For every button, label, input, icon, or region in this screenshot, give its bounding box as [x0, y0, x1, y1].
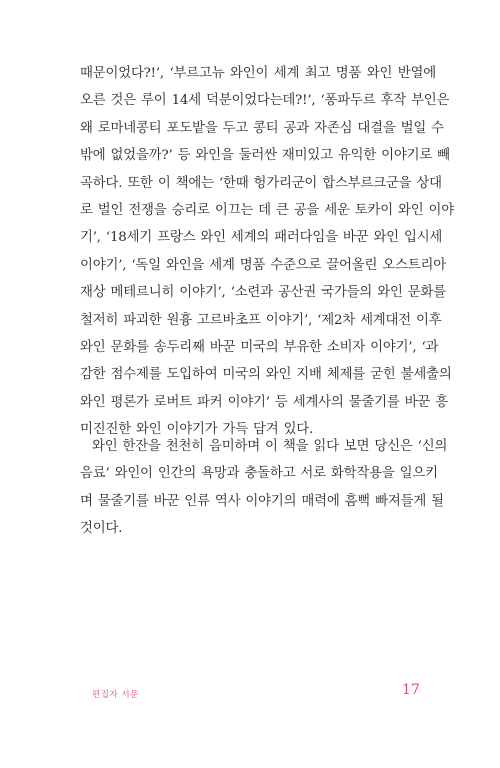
- paragraph-line: 기’, ‘18세기 프랑스 와인 세계의 패러다임을 바꾼 와인 입시세: [80, 230, 443, 246]
- paragraph-line: 와인 문화를 송두리째 바꾼 미국의 부유한 소비자 이야기’, ‘과: [80, 339, 439, 355]
- paragraph-line: 며 물줄기를 바꾼 인류 역사 이야기의 매력에 흠뻑 빠져들게 될: [80, 493, 444, 509]
- paragraph-line: 이야기’, ‘독일 와인을 세계 명품 수준으로 끌어올린 오스트리아: [80, 257, 446, 273]
- paragraph-line: 철저히 파괴한 원흉 고르바초프 이야기’, ‘제2차 세계대전 이후: [80, 312, 442, 328]
- paragraph-line: 와인 평론가 로버트 파커 이야기’ 등 세계사의 물줄기를 바꾼 흥: [80, 394, 448, 410]
- section-label: 편집자 서문: [92, 690, 139, 700]
- paragraph-line: 곡하다. 또한 이 책에는 ‘한때 헝가리군이 합스부르크군을 상대: [80, 175, 442, 191]
- paragraph-line: 밖에 없었을까?’ 등 와인을 둘러싼 재미있고 유익한 이야기로 빼: [80, 148, 450, 164]
- paragraph-line: 때문이었다?!’, ‘부르고뉴 와인이 세계 최고 명품 와인 반열에: [80, 66, 436, 81]
- paragraph-line: 감한 점수제를 도입하여 미국의 와인 지배 체제를 굳힌 불세출의: [80, 367, 452, 383]
- paragraph-2: [80, 433, 448, 543]
- paragraph-line: 것이다.: [80, 521, 123, 537]
- paragraph-line: 미진진한 와인 이야기가 가득 담겨 있다.: [80, 422, 314, 438]
- paragraph-line: 음료’ 와인이 인간의 욕망과 충돌하고 서로 화학작용을 일으키: [80, 466, 438, 482]
- paragraph-1: [80, 60, 455, 443]
- paragraph-line: 왜 로마네콩티 포도밭을 두고 콩티 공과 자존심 대결을 벌일 수: [80, 120, 444, 136]
- paragraph-line: 오른 것은 루이 14세 덕분이었다는데?!’, ‘퐁파두르 후작 부인은: [80, 93, 450, 109]
- paragraph-line: 재상 메테르니히 이야기’, ‘소련과 공산권 국가들의 와인 문화를: [80, 285, 446, 301]
- paragraph-line: 와인 한잔을 천천히 음미하며 이 책을 읽다 보면 당신은 ‘신의: [92, 439, 448, 454]
- paragraph-line: 로 벌인 전쟁을 승리로 이끄는 데 큰 공을 세운 토카이 와인 이야: [80, 202, 455, 218]
- page-number: 17: [402, 682, 420, 698]
